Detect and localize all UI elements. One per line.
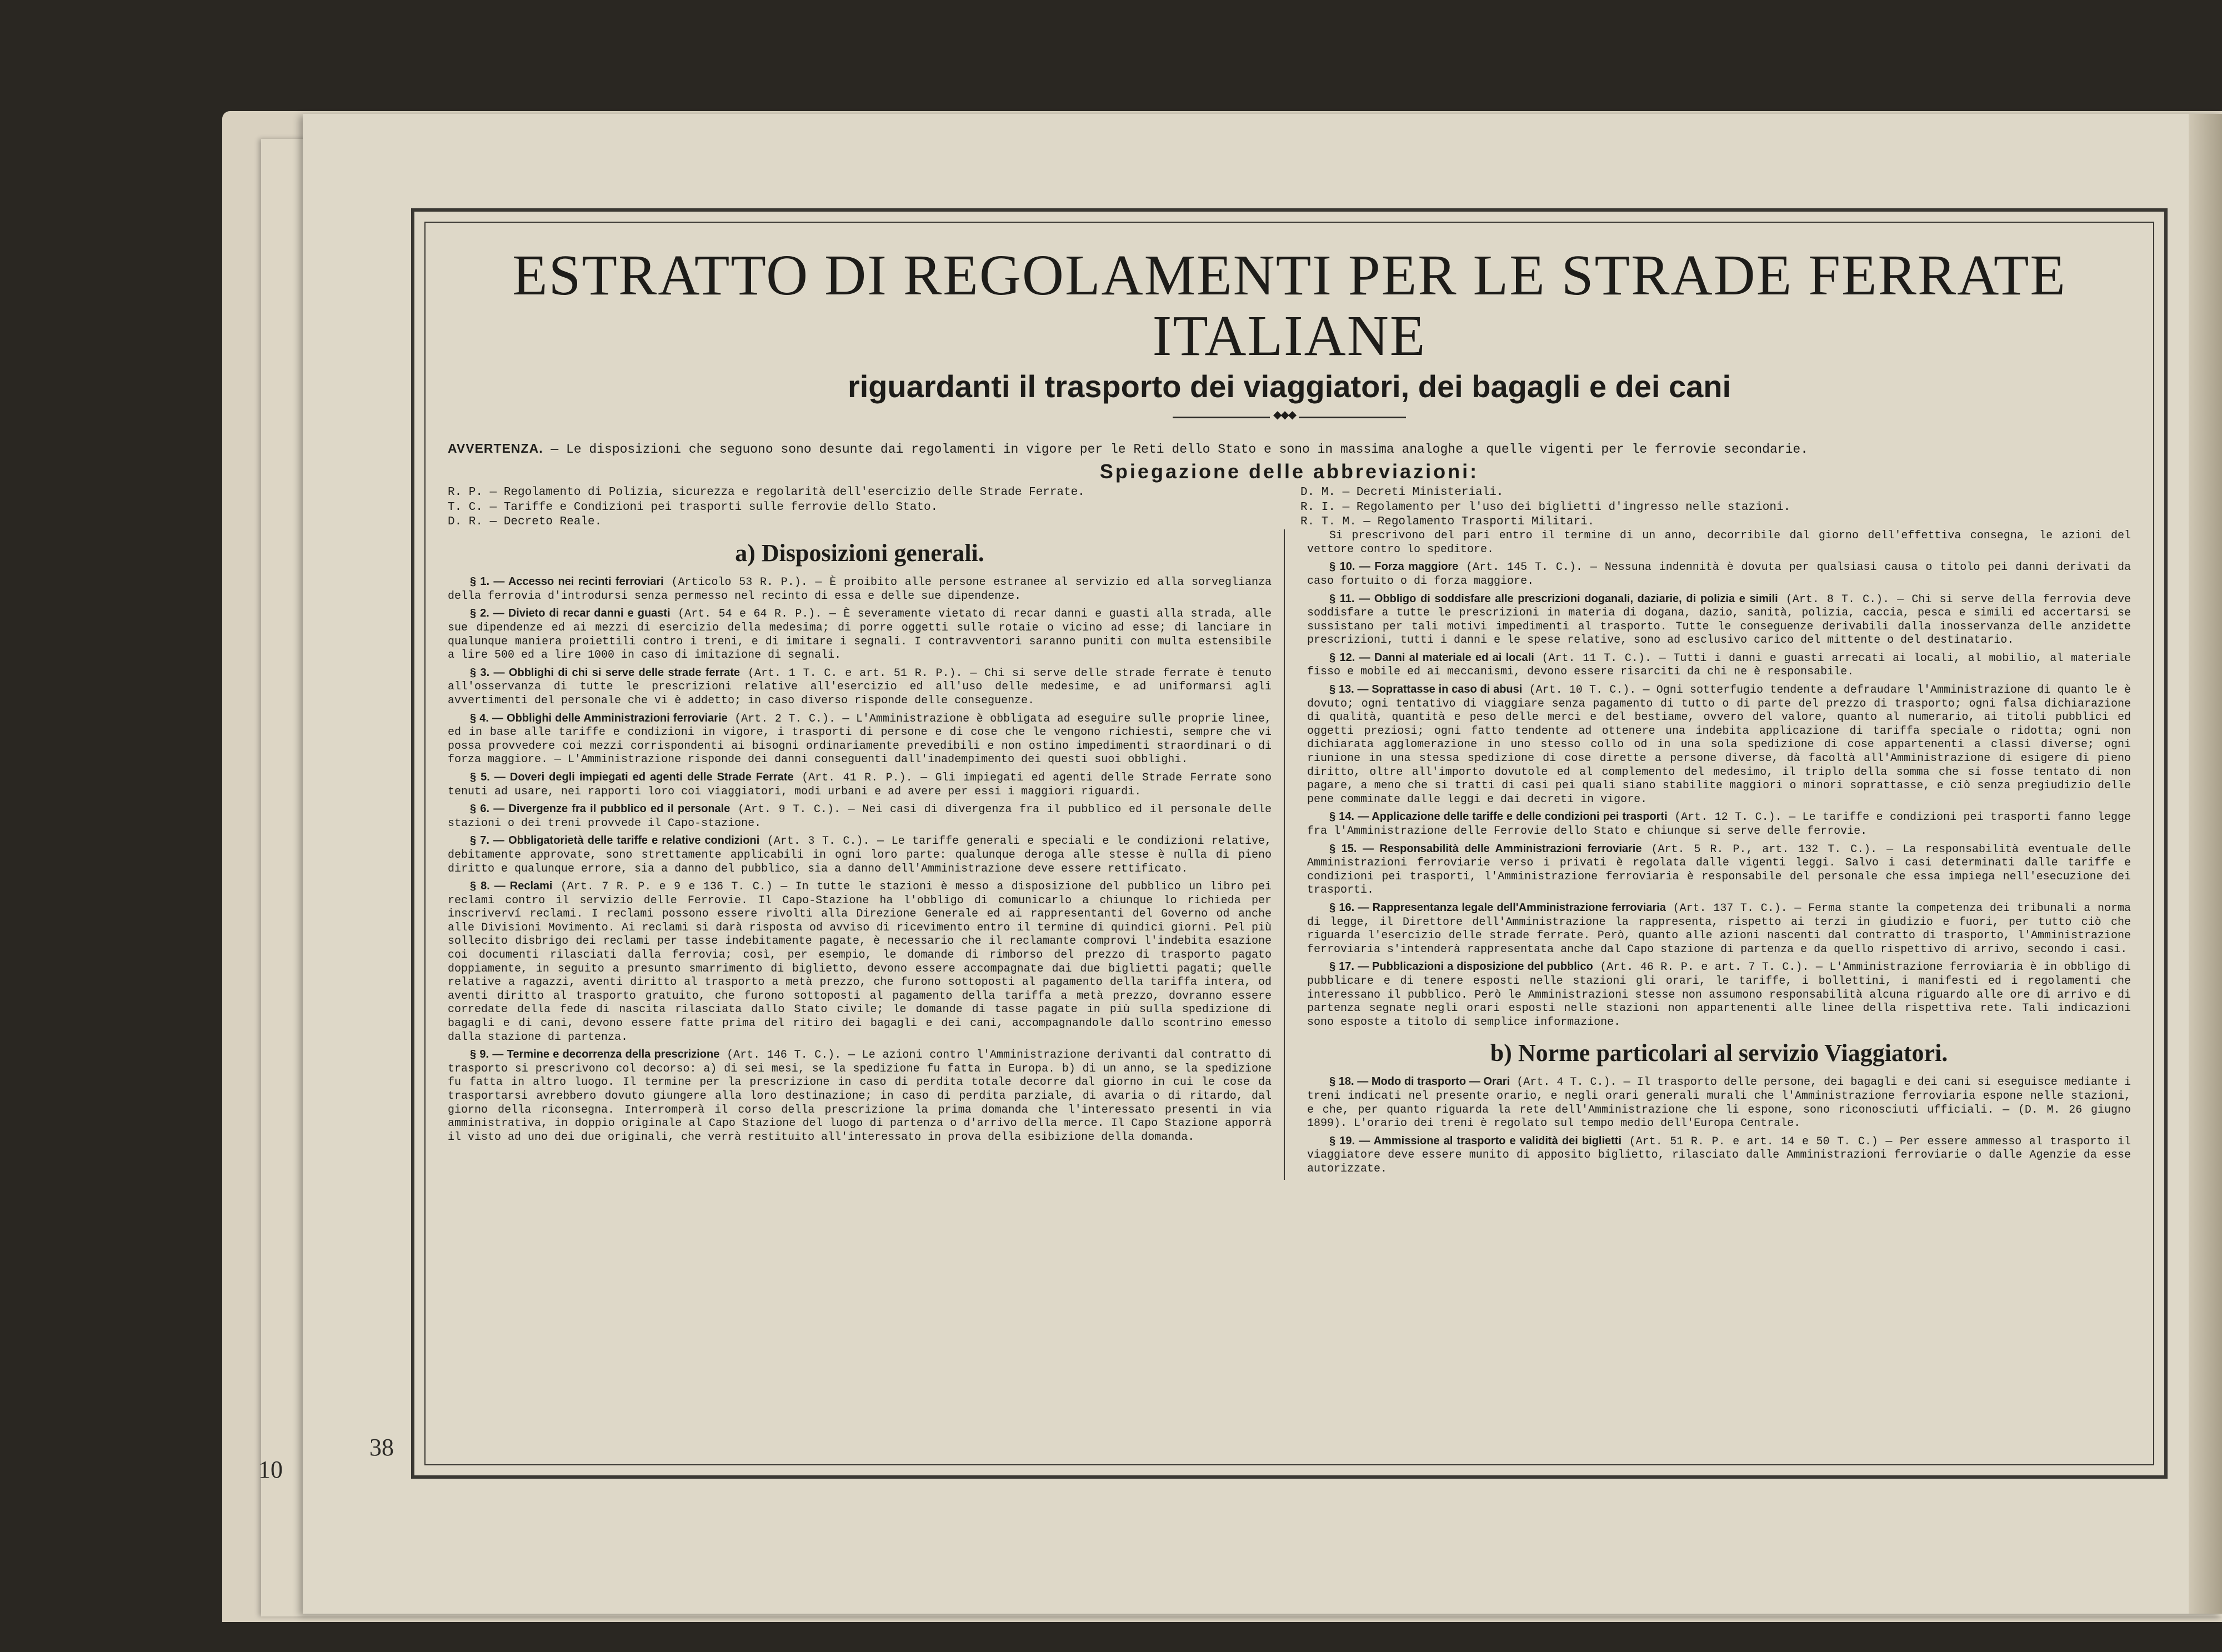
paragraph-title: § 8. — Reclami [470,880,553,893]
paragraph-title: § 15. — Responsabilità delle Amministrazioni ferroviarie [1329,842,1642,855]
right-column-intro: Si prescrivono del pari entro il termine di un anno, decorribile dal giorno dell'effettiva consegna, le azioni del vettore contro lo speditore. [1307,529,2131,556]
paragraph-text: (Art. 145 T. C.). — Nessuna indennità è dovuta per qualsiasi causa o titolo pei danni derivati da caso fortuito o di forza maggiore. [1307,561,2131,588]
paragraph-text: (Art. 51 R. P. e art. 14 e 50 T. C.) — Per essere ammesso al trasporto il viaggiatore deve essere munito di apposito biglietto, rilasciato dalle Amministrazioni ferroviarie o dalle Agenzie da esse autorizzate. [1307,1135,2131,1175]
paragraph-text: (Art. 12 T. C.). — Le tariffe e condizioni pei trasporti fanno legge fra l'Amministrazione delle Ferrovie dello Stato e chiunque si serve delle ferrovie. [1307,811,2131,838]
paragraph-text: (Art. 11 T. C.). — Tutti i danni e guasti arrecati ai locali, al mobilio, al materiale fisso e mobile ed ai meccanismi, devono essere risarciti da chi ne è responsabile. [1307,652,2131,679]
notice-label: AVVERTENZA. [448,441,543,456]
regulation-paragraph [1307,592,2131,648]
title-ornament [1173,412,1406,422]
notice-text: — Le disposizioni che seguono sono desunte dai regolamenti in vigore per le Reti dello Stato e sono in massima analoghe a quelle vigenti per le ferrovie secondarie. [551,442,1808,457]
paragraph-text: (Art. 137 T. C.). — Ferma stante la competenza dei tribunali a norma di legge, il Direttore dell'Amministrazione la rappresenta, rispetto ai terzi in giudizio e fuori, per tutto ciò che riguarda l'esercizio delle strade ferrate. Però, quanto alle azioni nascenti dal contratto di trasporto, l'Amministrazione ferroviaria s'intenderà rappresentata anche dal Capo stazione di partenza e da quello rispettivo di arrivo, secondo i casi. [1307,902,2131,956]
regulation-paragraph [1307,901,2131,957]
paragraph-text: (Art. 46 R. P. e art. 7 T. C.). — L'Amministrazione ferroviaria è in obbligo di pubblicare e di tenere esposti nelle stazioni gli orari, le tariffe, i bollettini, i manifesti ed i regolamenti che interessano il pubblico. Però le Amministrazioni stesse non assumono responsabilità alcuna riguardo alle ore di arrivo e di partenza segnate negli orari esposti nelle stazioni non appartenenti alle linee della rispettiva rete. Tali indicazioni sono esposte a titolo di semplice informazione. [1307,961,2131,1029]
notice [448,441,2131,457]
paragraph-title: § 12. — Danni al materiale ed ai locali [1329,651,1534,664]
paragraph-title: § 3. — Obblighi di chi si serve delle strade ferrate [470,666,740,679]
regulation-paragraph [1307,683,2131,807]
paragraph-title: § 11. — Obbligo di soddisfare alle prescrizioni doganali, daziarie, di polizia e simili [1329,592,1778,605]
paragraph-title: § 19. — Ammissione al trasporto e validità dei biglietti [1329,1134,1622,1147]
right-column [1307,529,2131,1179]
section-b-body [1307,1075,2131,1176]
regulation-paragraph [1307,651,2131,679]
abbreviations-grid [448,485,2131,529]
regulation-paragraph [1307,810,2131,838]
paragraph-title: § 13. — Soprattasse in caso di abusi [1329,683,1523,696]
paragraph-title: § 9. — Termine e decorrenza della prescrizione [470,1048,720,1061]
paragraph-text: (Art. 4 T. C.). — Il trasporto delle persone, dei bagagli e dei cani si eseguisce mediante i treni indicati nel presente orario, e negli orari generali murali che l'Amministrazione ferroviaria espone nelle stazioni, e che, per quanto riguarda la rete dell'Amministrazione che li espone, sono riconosciuti ufficiali. — (D. M. 26 giugno 1899). L'orario dei treni è regolato sul tempo medio dell'Europa Centrale. [1307,1076,2131,1130]
paragraph-title: § 17. — Pubblicazioni a disposizione del pubblico [1329,960,1593,973]
paragraph-text: (Art. 146 T. C.). — Le azioni contro l'Amministrazione derivanti dal contratto di trasporto si prescrivono col decorso: a) di sei mesi, se la spedizione fu fatta in Europa. b) di un anno, se la spedizione fu fatta in altro luogo. Il termine per la prescrizione in caso di perdita totale decorre dal giorno in cui le cose da trasportarsi avrebbero dovuto giungere alla loro destinazione; in caso di perdita parziale, di avaria o di ritardo, dal giorno della riconsegna. Interromperà il corso della prescrizione la prima domanda che l'interessato presenti in via amministrativa, in doppio originale al Capo Stazione del luogo di partenza o d'arrivo della merce. Il Capo Stazione apporrà il visto ad uno dei due originali, che verrà restituito all'interessato in prova della esibizione della domanda. [448,1049,1272,1144]
paragraph-text: (Art. 7 R. P. e 9 e 136 T. C.) — In tutte le stazioni è messo a disposizione del pubblico un libro pei reclami contro il servizio delle Ferrovie. Il Capo-Stazione ha l'obbligo di comunicarlo a chiunque lo richieda per inscriverví reclami. I reclami possono essere rivolti alla Direzione Generale ed ai rappresentanti del Governo od anche alle Divisioni Movimento. Ai reclami si darà risposta od avviso di ricevimento entro il termine di quindici giorni. Pel più sollecito disbrigo dei reclami per tasse indebitamente pagate, è necessario che il reclamante comprovi l'indebita esazione coi documenti rilasciati dalla ferrovia; così, per esempio, le domande di rimborso del prezzo di trasporto pagato doppiamente, in seguito a presunto smarrimento di biglietto, devono essere accompagnate dai due biglietti pagati; quelle relative a ragazzi, aventi diritto al trasporto a metà prezzo, che furono sottoposti al pagamento della tariffa intera, od aventi diritto al trasporto gratuito, che furono sottoposti al pagamento della tariffa a metà prezzo, dovranno essere corredate della fede di nascita rilasciata dallo Stato civile; le domande di tasse pagate in più sulla spedizione di bagagli e di cani, devono essere fatte prima del ritiro dei bagagli e dei cani, accompagnandole dallo scontrino emesso dalla stazione di partenza. [448,880,1272,1044]
paragraph-text: (Art. 41 R. P.). — Gli impiegati ed agenti delle Strade Ferrate sono tenuti ad usare, nei rapporti loro coi viaggiatori, modi urbani e ad avere per essi i maggiori riguardi. [448,771,1272,798]
regulation-paragraph [448,770,1272,799]
regulation-paragraph [1307,1134,2131,1177]
page-frame [411,208,2168,1479]
content-frame [424,222,2154,1465]
abbreviations-title: Spiegazione delle abbreviazioni: [1099,460,1479,483]
left-page-number: 10 [258,1456,283,1483]
left-column [448,529,1285,1179]
paragraph-text: (Art. 54 e 64 R. P.). — È severamente vietato di recar danni e guasti alla strada, alle sue dipendenze ed ai mezzi di esercizio della medesima; di porre oggetti sulle rotaie o vicino ad esse; di lanciare in qualunque maniera proiettili contro i treni, e di imitare i segnali. I contravventori saranno puniti con multa estensibile a lire 500 ed a lire 1000 in caso di imitazione di segnali. [448,608,1272,662]
regulation-paragraph [448,1048,1272,1144]
paragraph-text: (Art. 1 T. C. e art. 51 R. P.). — Chi si serve delle strade ferrate è tenuto all'osservanza di tutte le prescrizioni relative all'esercizio ed all'uso delle medesime, e ad uniformarsi agli avvertimenti del personale che vi è addetto; in caso diverso risponde delle conseguenze. [448,667,1272,707]
text-columns [448,529,2131,1179]
regulation-paragraph [1307,1075,2131,1130]
paragraph-text: (Art. 9 T. C.). — Nei casi di divergenza fra il pubblico ed il personale delle stazioni o dei treni provvede il Capo-stazione. [448,803,1272,830]
regulation-paragraph [1307,842,2131,898]
paragraph-text: (Art. 3 T. C.). — Le tariffe generali e speciali e le condizioni relative, debitamente approvate, sono strettamente applicabili in ogni loro parte: qualunque deroga alle stesse è nulla di pieno diritto e qualunque errore, sia a danno del pubblico, sia a danno dell'Amministrazione deve essere rettificato. [448,835,1272,875]
document-subtitle: riguardanti il trasporto dei viaggiatori, dei bagagli e dei cani [847,369,1731,404]
abbreviation-item: D. R. — Decreto Reale. [448,515,602,528]
paragraph-title: § 16. — Rappresentanza legale dell'Amministrazione ferroviaria [1329,901,1666,914]
paragraph-title: § 14. — Applicazione delle tariffe e delle condizioni pei trasporti [1329,810,1668,823]
regulation-paragraph [1307,560,2131,588]
section-a-heading: a) Disposizioni generali. [735,539,984,567]
abbreviation-item: R. T. M. — Regolamento Trasporti Militari. [1300,515,1595,528]
paragraph-title: § 1. — Accesso nei recinti ferroviari [470,575,664,588]
regulation-paragraph [448,712,1272,767]
paragraph-text: (Art. 5 R. P., art. 132 T. C.). — La responsabilità eventuale delle Amministrazioni ferroviarie verso i privati è regolata dalle vigenti leggi. Salvo i casi determinati dalle tariffe e condizioni pei trasporti, l'Amministrazione ferroviaria è responsabile del personale che essa impiega nell'esecuzione dei trasporti. [1307,843,2131,897]
section-b-heading: b) Norme particolari al servizio Viaggiatori. [1490,1039,1948,1067]
paragraph-title: § 10. — Forza maggiore [1329,560,1459,573]
paragraph-title: § 2. — Divieto di recar danni e guasti [470,607,670,620]
paragraph-title: § 7. — Obbligatorietà delle tariffe e relative condizioni [470,834,760,847]
paragraph-text: (Art. 2 T. C.). — L'Amministrazione è obbligata ad eseguire sulle proprie linee, ed in base alle tariffe e condizioni in vigore, i trasporti di persone e di cose che le vengono richiesti, sempre che vi possa provvedere coi mezzi corrispondenti ai bisogni ordinariamente prevedibili e non ostino impedimenti straordinari o di forza maggiore. — L'Amministrazione risponde dei danni conseguenti dall'inadempimento dei questi suoi obblighi. [448,712,1272,767]
regulation-paragraph [448,607,1272,662]
abbreviation-item: T. C. — Tariffe e Condizioni pei trasporti sulle ferrovie dello Stato. [448,500,938,514]
abbreviations-right [1300,485,2131,529]
paragraph-title: § 18. — Modo di trasporto — Orari [1329,1075,1510,1088]
regulation-paragraph [448,834,1272,876]
inner-page-number: 38 [369,1434,394,1461]
page-spine [2189,114,2222,1614]
document-title: ESTRATTO DI REGOLAMENTI PER LE STRADE FERRATE ITALIANE [512,243,2066,368]
regulation-paragraph [1307,960,2131,1029]
paragraph-text: (Art. 10 T. C.). — Ogni sotterfugio tendente a defraudare l'Amministrazione di quanto le è dovuto; ogni tentativo di viaggiare senza pagamento di tutto o di parte del prezzo di trasporto; ogni falsa dichiarazione di qualità, quantità e peso delle merci e del bestiame, ovvero del valore, quanto al numerario, ai titoli pubblici ed oggetti preziosi; ogni fatto tendente ad ottenere una indebita applicazione di tariffa speciale o ridotta; ogni non dichiarata agglomerazione in uno stesso collo od in una sola spedizione di cose appartenenti a classi diverse; ogni riunione in una stessa spedizione di cose dirette a persone diverse, dà facoltà all'Amministrazione di esigere di pieno diritto, oltre all'importo dovutole ed al complemento del medesimo, il triplo della somma che si fosse tentato di non pagare, a meno che si tratti di casi pei quali siano stabilite maggiori o minori soprattasse, e ciò senza pregiudizio delle pene comminate dalle leggi e dai decreti in vigore. [1307,684,2131,806]
regulation-paragraph [448,575,1272,603]
paragraph-title: § 4. — Obblighi delle Amministrazioni ferroviarie [470,712,728,724]
section-a-body [448,575,1272,1144]
abbreviation-item: D. M. — Decreti Ministeriali. [1300,486,1504,499]
abbreviations-left [448,485,1278,529]
regulation-paragraph [448,802,1272,830]
right-column-body [1307,560,2131,1029]
paragraph-title: § 5. — Doveri degli impiegati ed agenti delle Strade Ferrate [470,770,794,783]
regulation-paragraph [448,879,1272,1044]
regulation-paragraph [448,666,1272,708]
paragraph-title: § 6. — Divergenze fra il pubblico ed il personale [470,803,730,815]
abbreviation-item: R. I. — Regolamento per l'uso dei biglietti d'ingresso nelle stazioni. [1300,500,1791,514]
paragraph-text: (Art. 8 T. C.). — Chi si serve della ferrovia deve soddisfare a tutte le prescrizioni in materia di dogana, dazio, sanità, polizia, caccia, pesca e simili ed accertarsi se sussistano per tali motivi impedimenti al trasporto. Tutte le conseguenze derivabili dalla inosservanza delle anzidette prescrizioni, tutti i danni e le spese relative, sono ad esclusivo carico del mittente o del destinatario. [1307,593,2131,647]
paragraph-text: (Articolo 53 R. P.). — È proibito alle persone estranee al servizio ed alla sorveglianza della ferrovia d'introdursi senza permesso nel recinto di essa e delle sue dipendenze. [448,576,1272,603]
abbreviation-item: R. P. — Regolamento di Polizia, sicurezza e regolarità dell'esercizio delle Strade Ferrate. [448,486,1085,499]
